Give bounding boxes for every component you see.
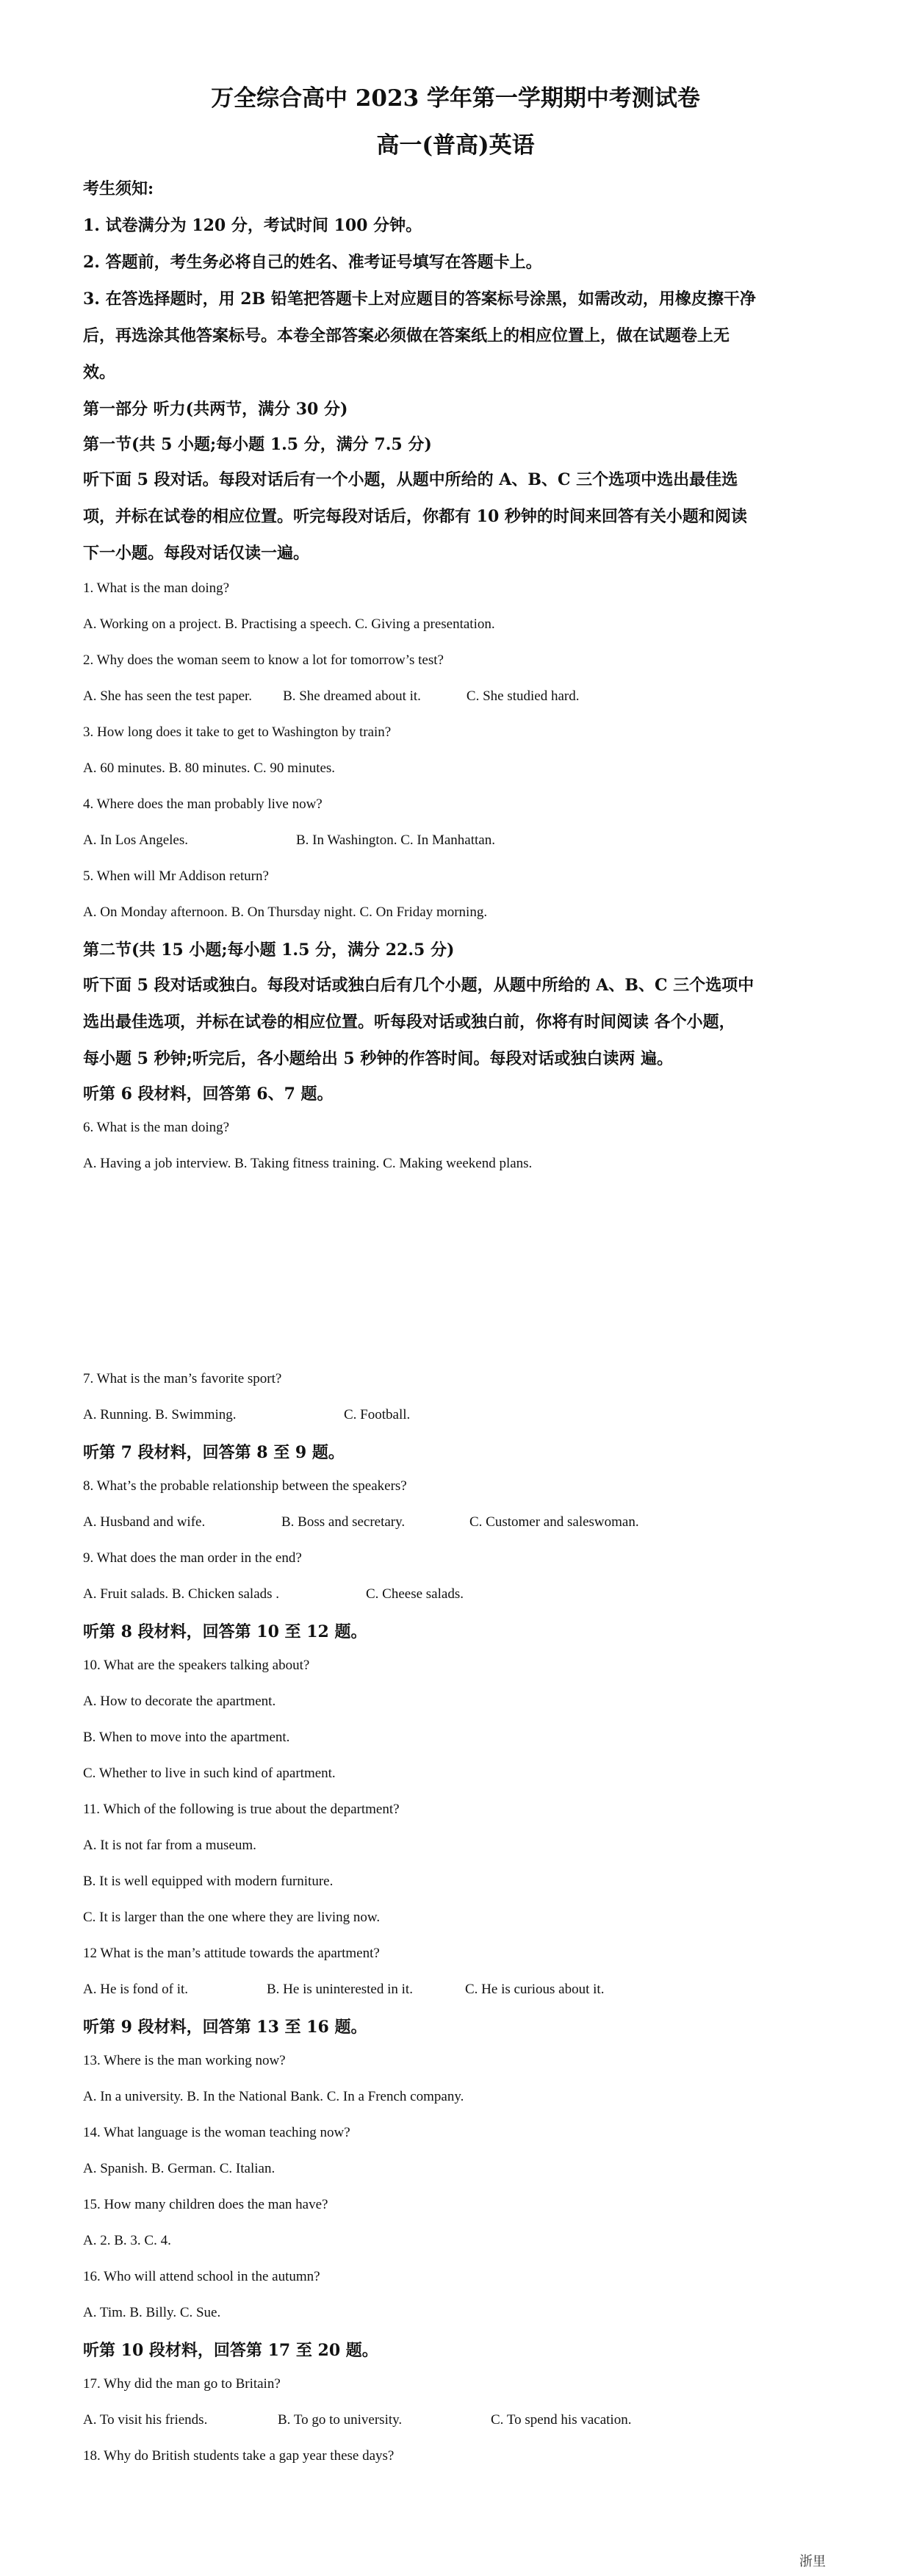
options: A. Working on a project. B. Practising a speech. C. Giving a presentation. [83,616,495,632]
option: A. He is fond of it. [83,1982,189,1997]
options: A. Tim. B. Billy. C. Sue. [83,2305,221,2320]
options [83,1982,604,1998]
section-instruction: 项，并标在试卷的相应位置。听完每段对话后，你都有 10 秒钟的时间来回答有关小题和阅读 [83,507,747,526]
option: B. When to move into the apartment. [83,1730,290,1745]
option: A. Fruit salads. B. Chicken salads . [83,1586,280,1602]
question: 1. What is the man doing? [83,580,230,596]
section-instruction: 下一小题。每段对话仅读一遍。 [83,544,310,563]
option: B. It is well equipped with modern furniture. [83,1874,334,1889]
footer-mark: 浙里 [799,2554,826,2569]
notice-item: 3. 在答选择题时，用 2B 铅笔把答题卡上对应题目的答案标号涂黑，如需改动，用橡皮擦干净 [83,289,756,309]
option: B. He is uninterested in it. [267,1982,413,1997]
option: C. Cheese salads. [366,1586,464,1602]
question: 17. Why did the man go to Britain? [83,2376,281,2392]
notice-item: 2. 答题前，考生务必将自己的姓名、准考证号填写在答题卡上。 [83,253,542,272]
options: A. In a university. B. In the National Bank. C. In a French company. [83,2089,464,2104]
question: 9. What does the man order in the end? [83,1550,302,1566]
options [83,832,495,849]
options: A. 2. B. 3. C. 4. [83,2233,171,2248]
section-instruction: 听下面 5 段对话。每段对话后有一个小题，从题中所给的 A、B、C 三个选项中选出最佳选 [83,470,738,489]
section-heading: 第一节(共 5 小题;每小题 1.5 分，满分 7.5 分) [83,435,432,454]
section-instruction: 每小题 5 秒钟;听完后，各小题给出 5 秒钟的作答时间。每段对话或独白读两 遍。 [83,1049,674,1068]
exam-subtitle: 高一(普高)英语 [376,132,535,159]
section-heading: 第二节(共 15 小题;每小题 1.5 分，满分 22.5 分) [83,940,455,960]
question: 4. Where does the man probably live now? [83,796,323,812]
options [83,1586,464,1602]
part-heading: 第一部分 听力(共两节，满分 30 分) [83,400,348,419]
question: 8. What’s the probable relationship between the speakers? [83,1478,407,1494]
material-heading: 听第 7 段材料，回答第 8 至 9 题。 [83,1443,345,1462]
option: A. To visit his friends. [83,2412,208,2428]
question: 18. Why do British students take a gap year these days? [83,2448,395,2464]
section-instruction: 听下面 5 段对话或独白。每段对话或独白后有几个小题，从题中所给的 A、B、C 三个选项中 [83,976,755,995]
options [83,688,580,705]
option: A. In Los Angeles. [83,832,189,848]
question: 6. What is the man doing? [83,1120,230,1135]
notice-item: 1. 试卷满分为 120 分，考试时间 100 分钟。 [83,216,422,235]
material-heading: 听第 8 段材料，回答第 10 至 12 题。 [83,1622,367,1641]
options: A. On Monday afternoon. B. On Thursday night. C. On Friday morning. [83,904,488,920]
option: C. Football. [344,1407,411,1422]
material-heading: 听第 10 段材料，回答第 17 至 20 题。 [83,2341,378,2360]
options: A. Having a job interview. B. Taking fitness training. C. Making weekend plans. [83,1156,533,1171]
option: C. Customer and saleswoman. [469,1514,639,1530]
section-instruction: 选出最佳选项，并标在试卷的相应位置。听每段对话或独白前，你将有时间阅读 各个小题， [83,1012,735,1032]
question: 14. What language is the woman teaching now? [83,2125,350,2140]
option: C. Whether to live in such kind of apartment. [83,1766,336,1781]
question: 5. When will Mr Addison return? [83,868,269,884]
material-heading: 听第 6 段材料，回答第 6、7 题。 [83,1084,334,1104]
options [83,1407,410,1423]
question: 7. What is the man’s favorite sport? [83,1371,282,1386]
option: C. To spend his vacation. [491,2412,632,2428]
option: A. It is not far from a museum. [83,1838,256,1853]
option: A. Running. B. Swimming. [83,1407,237,1422]
option: A. She has seen the test paper. [83,688,253,704]
question: 11. Which of the following is true about the department? [83,1802,400,1817]
option: A. How to decorate the apartment. [83,1694,276,1709]
options: A. 60 minutes. B. 80 minutes. C. 90 minutes. [83,760,336,776]
question: 16. Who will attend school in the autumn? [83,2269,320,2284]
material-heading: 听第 9 段材料，回答第 13 至 16 题。 [83,2018,367,2037]
notice-item: 效。 [83,363,116,382]
options: A. Spanish. B. German. C. Italian. [83,2161,276,2176]
option: B. Boss and secretary. [281,1514,406,1530]
option: B. To go to university. [278,2412,403,2428]
option: A. Husband and wife. [83,1514,206,1530]
notice-heading: 考生须知: [83,179,154,198]
options [83,1514,639,1530]
option: C. It is larger than the one where they are living now. [83,1910,381,1925]
question: 3. How long does it take to get to Washington by train? [83,724,392,740]
notice-item: 后，再选涂其他答案标号。本卷全部答案必须做在答案纸上的相应位置上，做在试题卷上无 [83,326,730,345]
question: 13. Where is the man working now? [83,2053,286,2068]
question: 2. Why does the woman seem to know a lot for tomorrow’s test? [83,652,444,668]
option: C. She studied hard. [466,688,580,704]
option: B. In Washington. C. In Manhattan. [296,832,495,848]
exam-title: 万全综合高中 2023 学年第一学期期中考测试卷 [211,85,700,112]
question: 15. How many children does the man have? [83,2197,328,2212]
options [83,2412,631,2428]
option: B. She dreamed about it. [283,688,421,704]
question: 10. What are the speakers talking about? [83,1658,310,1673]
question: 12 What is the man’s attitude towards the apartment? [83,1946,380,1961]
option: C. He is curious about it. [465,1982,605,1997]
